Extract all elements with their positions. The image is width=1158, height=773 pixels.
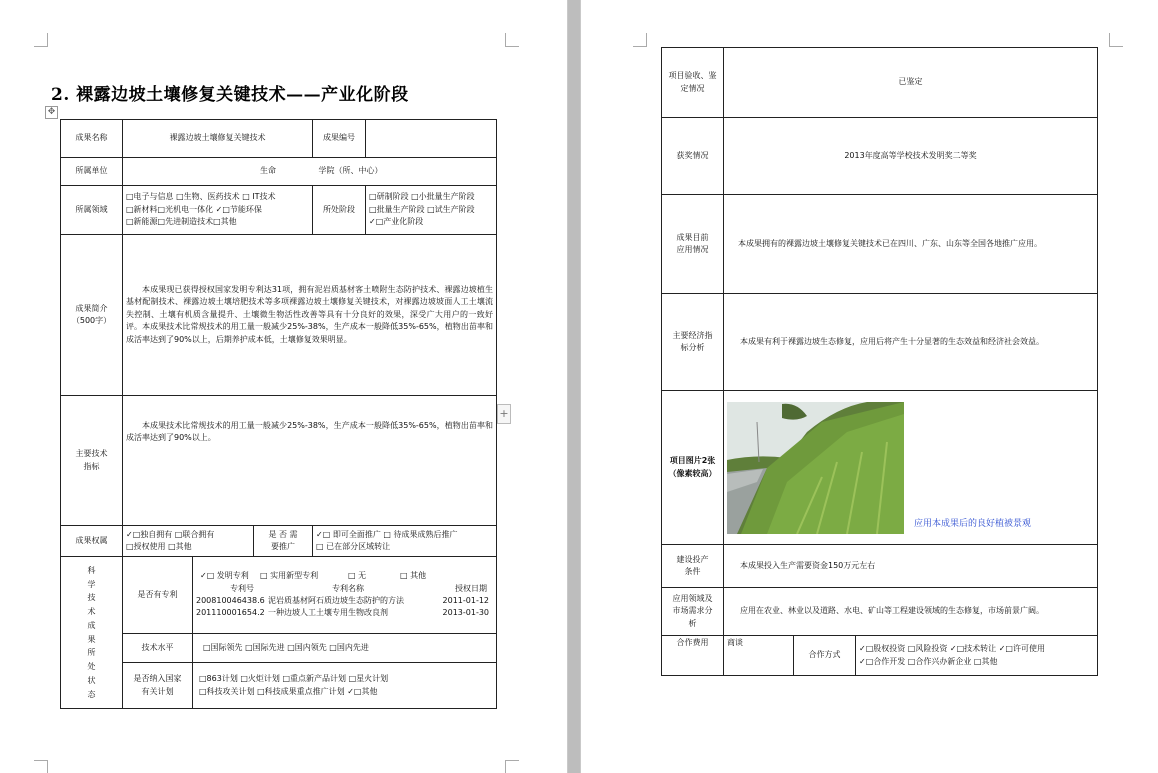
economic-label [662, 294, 724, 391]
field-option-line: □新材料□光机电一体化 ✓□节能环保 [126, 204, 262, 214]
patent-type-option: □ 实用新型专利 [260, 571, 319, 581]
promo-label-line: 是 否 需 [268, 529, 298, 539]
plan-option-line: □863计划 □火炬计划 □重点新产品计划 □星火计划 [199, 674, 389, 684]
table-row [662, 588, 1098, 636]
plan-label-line: 是否纳入国家 [133, 674, 182, 684]
promo-label [254, 526, 313, 557]
patent-date: 2011-01-12 [442, 596, 490, 605]
slope-vegetation-photo [727, 402, 904, 534]
stage-option-line: □批量生产阶段 □试生产阶段 [369, 204, 475, 214]
name-value[interactable]: 裸露边坡土壤修复关键技术 [123, 120, 313, 158]
document-page-left [0, 0, 567, 773]
application-label-line: 成果目前 [676, 232, 709, 242]
table-row [61, 396, 497, 526]
intro-label-line: （500字） [71, 316, 112, 325]
page-divider [567, 0, 581, 773]
accept-label-line: 定情况 [680, 83, 705, 93]
status-char: 所 [87, 648, 96, 658]
coop-mode-options[interactable] [856, 636, 1098, 676]
accept-label [662, 48, 724, 118]
market-label-line: 应用领域及 [672, 593, 713, 603]
table-row [61, 526, 497, 557]
patent-row [196, 595, 493, 607]
plan-option-line: □科技攻关计划 □科技成果重点推广计划 ✓□其他 [199, 686, 378, 696]
plan-options[interactable] [193, 663, 497, 709]
application-label-line: 应用情况 [676, 245, 709, 254]
coop-mode-option-line: ✓□合作开发 □合作兴办新企业 □其他 [859, 656, 998, 666]
table-row [61, 634, 497, 663]
table-row [662, 636, 1098, 676]
photo-cell[interactable] [724, 391, 1098, 545]
stage-option-line: ✓□产业化阶段 [369, 217, 424, 227]
patent-row [196, 607, 493, 619]
invest-label-line: 建设投产 [676, 554, 709, 564]
application-value[interactable]: 本成果拥有的裸露边坡土壤修复关键技术已在四川、广东、山东等全国各地推广应用。 [724, 195, 1098, 294]
economic-label-line: 标分析 [680, 343, 705, 352]
table-row [662, 118, 1098, 195]
tech-label-line: 主要技术 [75, 449, 108, 459]
patent-number: 201110001654.2 [196, 608, 265, 618]
economic-value[interactable]: 本成果有利于裸露边坡生态修复，应用后将产生十分显著的生态效益和经济社会效益。 [724, 294, 1098, 391]
market-value[interactable]: 应用在农业、林业以及道路、水电、矿山等工程建设领域的生态修复，市场前景广阔。 [724, 588, 1098, 636]
tech-label [61, 396, 123, 526]
promo-options[interactable] [313, 526, 497, 557]
photo-label-line: 项目图片2张 [669, 456, 716, 466]
patent-header: 专利名称 [332, 583, 364, 593]
status-char: 术 [87, 607, 96, 616]
market-label-line: 市场需求分 [672, 606, 713, 616]
photo-caption: 应用本成果后的良好植被景观 [914, 518, 1032, 529]
status-char: 果 [87, 634, 96, 644]
invest-label-line: 条件 [684, 567, 701, 576]
table-row [662, 195, 1098, 294]
patent-number: 200810046438.6 [196, 596, 265, 605]
unit-value: 生命 [260, 166, 276, 176]
field-options[interactable] [123, 186, 313, 235]
patent-type-option: ✓□ 发明专利 [200, 571, 249, 581]
crop-mark [34, 33, 48, 47]
rights-option-line: ✓□独自拥有 □联合拥有 [126, 529, 215, 539]
coop-fee-value[interactable]: 商谈 [724, 636, 794, 676]
table-row [662, 545, 1098, 588]
coop-mode-label: 合作方式 [794, 636, 856, 676]
name-label: 成果名称 [61, 120, 123, 158]
coop-mode-option-line: ✓□股权投资 □风险投资 ✓□技术转让 ✓□许可使用 [859, 644, 1045, 654]
promo-option-line: □ 已在部分区域转让 [316, 542, 391, 551]
photo-label [662, 391, 724, 545]
award-value[interactable]: 2013年度高等学校技术发明奖二等奖 [724, 118, 1098, 195]
award-label: 获奖情况 [662, 118, 724, 195]
patent-name: 一种边坡人工土壤专用生物改良剂 [268, 608, 388, 618]
promo-label-line: 要推广 [271, 542, 295, 551]
number-value[interactable] [366, 120, 497, 158]
status-char: 技 [87, 593, 96, 603]
table-row [662, 48, 1098, 118]
patent-type-options [196, 570, 493, 582]
accept-label-line: 项目验收、鉴 [668, 71, 717, 81]
achievement-form-table-continued [661, 47, 1098, 676]
crop-mark [1109, 33, 1123, 47]
crop-mark [633, 33, 647, 47]
document-page-right [581, 0, 1158, 773]
unit-label: 所属单位 [61, 158, 123, 186]
market-label-line: 析 [688, 618, 697, 628]
stage-option-line: □研制阶段 □小批量生产阶段 [369, 192, 475, 202]
accept-value[interactable]: 已鉴定 [724, 48, 1098, 118]
patent-header-row [196, 583, 493, 595]
tech-text[interactable]: 本成果技术比常规技术的用工量一般减少25%-38%，生产成本一般降低35%-65%，植物出苗率和成活率达到了90%以上。 [123, 396, 497, 526]
photo-label-line: （像素较高） [668, 468, 717, 478]
invest-label [662, 545, 724, 588]
table-row [61, 186, 497, 235]
patent-header: 授权日期 [455, 583, 488, 593]
status-char: 学 [87, 579, 96, 589]
table-row [662, 391, 1098, 545]
coop-fee-label: 合作费用 [662, 636, 724, 676]
field-option-line: □新能源□先进制造技术□其他 [126, 217, 237, 227]
patent-details[interactable] [193, 557, 497, 634]
table-row [61, 120, 497, 158]
unit-cell[interactable] [123, 158, 497, 186]
level-options[interactable]: □国际领先 □国际先进 □国内领先 □国内先进 [193, 634, 497, 663]
economic-label-line: 主要经济指 [672, 330, 713, 340]
unit-suffix: 学院（所、中心） [318, 166, 383, 176]
table-move-handle-icon[interactable]: ✥ [45, 106, 58, 119]
add-row-icon[interactable]: + [497, 404, 511, 424]
section-heading: 2. 裸露边坡土壤修复关键技术——产业化阶段 [51, 85, 409, 105]
crop-mark [505, 760, 519, 773]
rights-label: 成果权属 [61, 526, 123, 557]
crop-mark [34, 760, 48, 773]
plan-label [123, 663, 193, 709]
level-label: 技术水平 [123, 634, 193, 663]
photo-row [727, 402, 1094, 534]
plan-label-line: 有关计划 [141, 686, 174, 696]
patent-type-option: □ 其他 [400, 571, 427, 581]
achievement-form-table [60, 119, 497, 709]
market-label [662, 588, 724, 636]
status-char: 状 [87, 675, 96, 685]
status-char: 态 [87, 689, 96, 699]
invest-value[interactable]: 本成果投入生产需要资金150万元左右 [724, 545, 1098, 588]
patent-name: 泥岩质基材阿石质边坡生态防护的方法 [268, 596, 404, 605]
table-row [61, 557, 497, 634]
patent-header: 专利号 [230, 583, 254, 593]
patent-date: 2013-01-30 [442, 608, 490, 618]
intro-label [61, 235, 123, 396]
status-char: 成 [87, 620, 96, 630]
table-row [61, 235, 497, 396]
field-label: 所属领域 [61, 186, 123, 235]
number-label: 成果编号 [313, 120, 366, 158]
intro-label-line: 成果简介 [75, 303, 108, 313]
tech-label-line: 指标 [83, 461, 100, 471]
stage-label: 所处阶段 [313, 186, 366, 235]
patent-label: 是否有专利 [123, 557, 193, 634]
table-row [61, 663, 497, 709]
rights-options[interactable] [123, 526, 254, 557]
intro-text[interactable]: 本成果现已获得授权国家发明专利达31项，拥有泥岩质基材客土喷附生态防护技术、裸露边坡植生基材配制技术、裸露边坡土壤培肥技术等多项裸露边坡土壤修复关键技术，对裸露边坡坡面人工土壤流失控制、土壤有机质含量提升、土壤微生物活性改善等具有十分良好的效果，深受广大用户的一致好评。本成果技术比常规技术的用工量一般减少25%-38%，生产成本一般降低35%-65%，植物出苗率和成活率达到了90%以上，后期养护成本低，土壤修复效果明显。 [123, 235, 497, 396]
patent-type-option: □ 无 [348, 571, 367, 581]
crop-mark [505, 33, 519, 47]
application-label [662, 195, 724, 294]
table-row [61, 158, 497, 186]
promo-option-line: ✓□ 即可全面推广 □ 待成果成熟后推广 [316, 529, 458, 539]
stage-options[interactable] [366, 186, 497, 235]
rights-option-line: □授权使用 □其他 [126, 542, 192, 551]
status-char: 处 [87, 662, 96, 671]
status-char: 科 [87, 565, 96, 575]
table-row [662, 294, 1098, 391]
status-label [61, 557, 123, 709]
field-option-line: □电子与信息 □生物、医药技术 □ IT技术 [126, 192, 276, 202]
